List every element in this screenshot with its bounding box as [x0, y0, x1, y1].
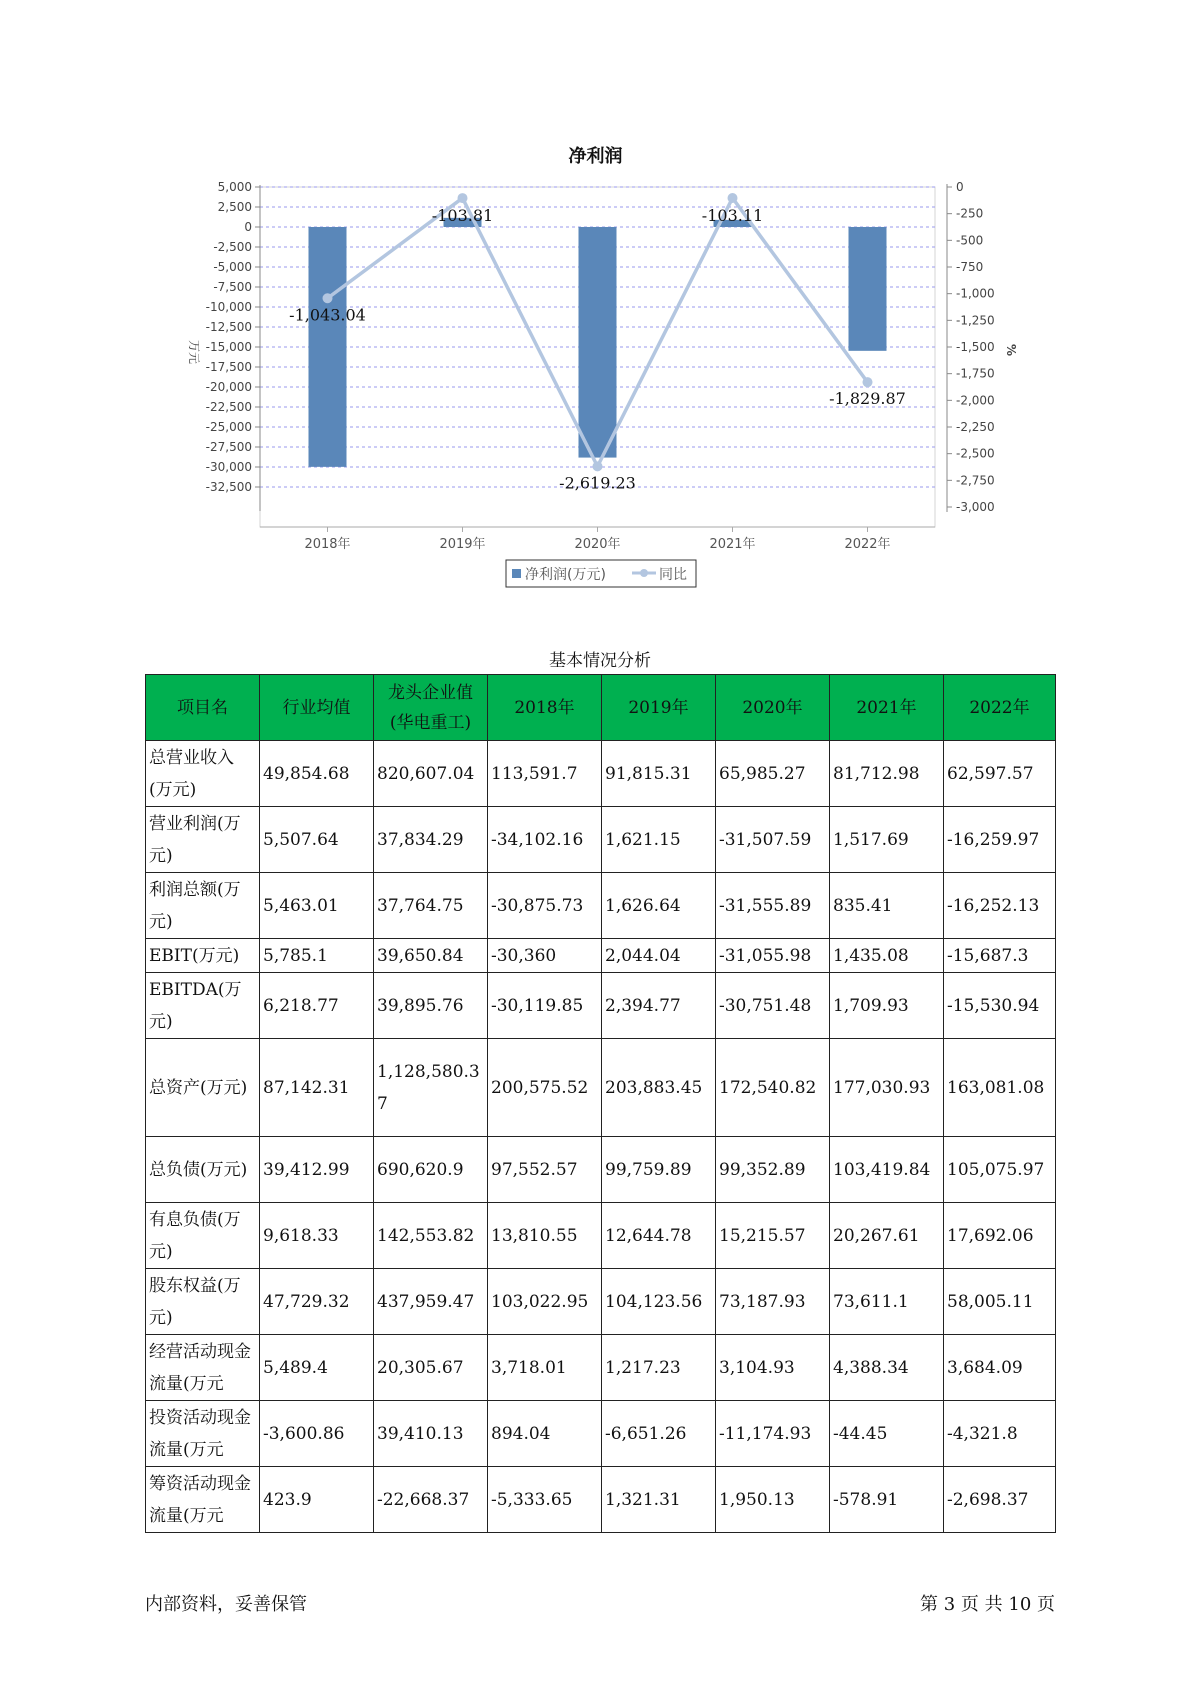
- right-tick-label: -2,750: [956, 473, 995, 488]
- x-tick-label: 2018年: [304, 537, 351, 552]
- value-cell: -15,687.3: [944, 939, 1056, 973]
- value-cell: 423.9: [260, 1467, 374, 1533]
- row-label-cell: 利润总额(万元): [146, 873, 260, 939]
- header-cell: 行业均值: [260, 675, 374, 741]
- value-cell: 103,419.84: [830, 1137, 944, 1203]
- legend-line-label: 同比: [659, 567, 687, 583]
- right-tick-label: -2,500: [956, 446, 995, 461]
- value-cell: 73,611.1: [830, 1269, 944, 1335]
- value-cell: 13,810.55: [488, 1203, 602, 1269]
- value-cell: 1,626.64: [602, 873, 716, 939]
- value-cell: 142,553.82: [374, 1203, 488, 1269]
- value-cell: 113,591.7: [488, 741, 602, 807]
- x-tick-label: 2022年: [844, 537, 891, 552]
- table-row: [146, 1203, 1056, 1269]
- value-cell: 894.04: [488, 1401, 602, 1467]
- value-cell: 65,985.27: [716, 741, 830, 807]
- value-cell: 835.41: [830, 873, 944, 939]
- value-cell: -578.91: [830, 1467, 944, 1533]
- value-cell: 177,030.93: [830, 1039, 944, 1137]
- value-cell: -34,102.16: [488, 807, 602, 873]
- value-cell: 17,692.06: [944, 1203, 1056, 1269]
- value-cell: -15,530.94: [944, 973, 1056, 1039]
- value-cell: -30,119.85: [488, 973, 602, 1039]
- value-cell: 73,187.93: [716, 1269, 830, 1335]
- yoy-data-label: -1,829.87: [829, 389, 906, 409]
- yoy-data-label: -2,619.23: [559, 473, 636, 493]
- right-tick-label: -2,250: [956, 420, 995, 434]
- header-cell: 2022年: [944, 675, 1056, 741]
- value-cell: 2,394.77: [602, 973, 716, 1039]
- right-tick-label: -750: [956, 260, 984, 274]
- value-cell: 97,552.57: [488, 1137, 602, 1203]
- value-cell: 172,540.82: [716, 1039, 830, 1137]
- left-tick-label: 5,000: [217, 180, 252, 194]
- legend-bar-swatch: [512, 569, 521, 578]
- value-cell: 3,684.09: [944, 1335, 1056, 1401]
- value-cell: 5,489.4: [260, 1335, 374, 1401]
- value-cell: 20,267.61: [830, 1203, 944, 1269]
- header-cell: 项目名: [146, 675, 260, 741]
- table-row: [146, 1467, 1056, 1533]
- value-cell: 47,729.32: [260, 1269, 374, 1335]
- row-label-cell: 有息负债(万元): [146, 1203, 260, 1269]
- value-cell: -31,507.59: [716, 807, 830, 873]
- value-cell: 820,607.04: [374, 741, 488, 807]
- value-cell: 37,834.29: [374, 807, 488, 873]
- yoy-data-label: -1,043.04: [289, 305, 366, 325]
- value-cell: -31,055.98: [716, 939, 830, 973]
- header-cell: 2021年: [830, 675, 944, 741]
- value-cell: 37,764.75: [374, 873, 488, 939]
- table-row: [146, 973, 1056, 1039]
- value-cell: 3,718.01: [488, 1335, 602, 1401]
- value-cell: -4,321.8: [944, 1401, 1056, 1467]
- legend-bar-label: 净利润(万元): [525, 567, 606, 583]
- value-cell: 87,142.31: [260, 1039, 374, 1137]
- value-cell: 203,883.45: [602, 1039, 716, 1137]
- value-cell: 9,618.33: [260, 1203, 374, 1269]
- table-row: [146, 1269, 1056, 1335]
- header-cell: 2020年: [716, 675, 830, 741]
- value-cell: 39,410.13: [374, 1401, 488, 1467]
- value-cell: 1,950.13: [716, 1467, 830, 1533]
- value-cell: 1,621.15: [602, 807, 716, 873]
- value-cell: 58,005.11: [944, 1269, 1056, 1335]
- row-label-cell: 营业利润(万元): [146, 807, 260, 873]
- yoy-point: [323, 293, 333, 303]
- value-cell: -6,651.26: [602, 1401, 716, 1467]
- left-tick-label: -30,000: [205, 460, 252, 474]
- value-cell: -30,360: [488, 939, 602, 973]
- yoy-point: [728, 193, 738, 203]
- left-tick-label: -25,000: [205, 420, 252, 434]
- value-cell: 81,712.98: [830, 741, 944, 807]
- right-tick-label: -2,000: [956, 393, 995, 408]
- table-row: [146, 1039, 1056, 1137]
- value-cell: 39,895.76: [374, 973, 488, 1039]
- table-row: [146, 873, 1056, 939]
- bar: [579, 227, 617, 458]
- value-cell: 99,352.89: [716, 1137, 830, 1203]
- left-tick-label: -12,500: [205, 320, 252, 334]
- chart-title: 净利润: [568, 146, 623, 167]
- row-label-cell: 股东权益(万元): [146, 1269, 260, 1335]
- right-tick-label: -500: [956, 233, 984, 248]
- table-row: [146, 1401, 1056, 1467]
- right-tick-label: -1,000: [956, 286, 995, 301]
- left-tick-label: 0: [244, 220, 252, 234]
- value-cell: -44.45: [830, 1401, 944, 1467]
- basic-situation-table: [145, 674, 1056, 1533]
- row-label-cell: 投资活动现金流量(万元: [146, 1401, 260, 1467]
- value-cell: -16,252.13: [944, 873, 1056, 939]
- header-cell: 2018年: [488, 675, 602, 741]
- left-tick-label: -10,000: [205, 300, 252, 314]
- value-cell: -11,174.93: [716, 1401, 830, 1467]
- value-cell: 39,412.99: [260, 1137, 374, 1203]
- x-tick-label: 2019年: [439, 537, 486, 552]
- value-cell: 690,620.9: [374, 1137, 488, 1203]
- footer-page-number: 第 3 页 共 10 页: [920, 1594, 1055, 1615]
- value-cell: -30,751.48: [716, 973, 830, 1039]
- value-cell: 437,959.47: [374, 1269, 488, 1335]
- value-cell: 3,104.93: [716, 1335, 830, 1401]
- left-tick-label: -20,000: [205, 380, 252, 394]
- left-tick-label: 2,500: [217, 200, 252, 214]
- value-cell: 163,081.08: [944, 1039, 1056, 1137]
- table-row: [146, 1137, 1056, 1203]
- right-axis-title: %: [1004, 343, 1018, 357]
- left-tick-label: -27,500: [205, 440, 252, 454]
- value-cell: 5,785.1: [260, 939, 374, 973]
- value-cell: 1,321.31: [602, 1467, 716, 1533]
- right-tick-label: 0: [956, 180, 964, 194]
- left-tick-label: -17,500: [205, 360, 252, 374]
- right-tick-label: -1,750: [956, 366, 995, 381]
- value-cell: 91,815.31: [602, 741, 716, 807]
- right-tick-label: -1,500: [956, 340, 995, 354]
- left-tick-label: -2,500: [213, 240, 252, 254]
- value-cell: 12,644.78: [602, 1203, 716, 1269]
- value-cell: 5,463.01: [260, 873, 374, 939]
- bar: [309, 227, 347, 467]
- value-cell: 20,305.67: [374, 1335, 488, 1401]
- yoy-data-label: -103.11: [701, 205, 764, 225]
- net-profit-chart: [0, 0, 1191, 600]
- row-label-cell: EBITDA(万元): [146, 973, 260, 1039]
- table-header-row: [146, 675, 1056, 741]
- bar: [849, 227, 887, 351]
- value-cell: 105,075.97: [944, 1137, 1056, 1203]
- left-tick-label: -22,500: [205, 400, 252, 414]
- row-label-cell: EBIT(万元): [146, 939, 260, 973]
- row-label-cell: 总负债(万元): [146, 1137, 260, 1203]
- right-tick-label: -1,250: [956, 313, 995, 328]
- value-cell: -22,668.37: [374, 1467, 488, 1533]
- value-cell: -31,555.89: [716, 873, 830, 939]
- value-cell: 5,507.64: [260, 807, 374, 873]
- value-cell: 4,388.34: [830, 1335, 944, 1401]
- yoy-data-label: -103.81: [431, 206, 494, 226]
- row-label-cell: 经营活动现金流量(万元: [146, 1335, 260, 1401]
- value-cell: -16,259.97: [944, 807, 1056, 873]
- yoy-point: [863, 377, 873, 387]
- left-tick-label: -5,000: [213, 260, 252, 274]
- table-body: [146, 741, 1056, 1533]
- value-cell: 2,044.04: [602, 939, 716, 973]
- row-label-cell: 筹资活动现金流量(万元: [146, 1467, 260, 1533]
- value-cell: 1,435.08: [830, 939, 944, 973]
- value-cell: 103,022.95: [488, 1269, 602, 1335]
- value-cell: 6,218.77: [260, 973, 374, 1039]
- value-cell: 1,517.69: [830, 807, 944, 873]
- value-cell: -30,875.73: [488, 873, 602, 939]
- table-caption: 基本情况分析: [549, 651, 651, 671]
- table-row: [146, 741, 1056, 807]
- left-tick-label: -7,500: [213, 280, 252, 294]
- header-cell: 2019年: [602, 675, 716, 741]
- value-cell: 49,854.68: [260, 741, 374, 807]
- table-row: [146, 1335, 1056, 1401]
- row-label-cell: 总资产(万元): [146, 1039, 260, 1137]
- value-cell: -3,600.86: [260, 1401, 374, 1467]
- value-cell: -5,333.65: [488, 1467, 602, 1533]
- row-label-cell: 总营业收入(万元): [146, 741, 260, 807]
- table-row: [146, 807, 1056, 873]
- value-cell: 104,123.56: [602, 1269, 716, 1335]
- left-tick-label: -15,000: [205, 340, 252, 354]
- value-cell: 1,128,580.37: [374, 1039, 488, 1137]
- x-tick-label: 2021年: [709, 537, 756, 552]
- value-cell: 1,709.93: [830, 973, 944, 1039]
- value-cell: 15,215.57: [716, 1203, 830, 1269]
- value-cell: 1,217.23: [602, 1335, 716, 1401]
- value-cell: 39,650.84: [374, 939, 488, 973]
- value-cell: 62,597.57: [944, 741, 1056, 807]
- footer-confidential: 内部资料，妥善保管: [145, 1594, 307, 1615]
- value-cell: 200,575.52: [488, 1039, 602, 1137]
- right-tick-label: -3,000: [956, 500, 995, 514]
- right-tick-label: -250: [956, 206, 984, 221]
- value-cell: 99,759.89: [602, 1137, 716, 1203]
- table-row: [146, 939, 1056, 973]
- x-tick-label: 2020年: [574, 537, 621, 552]
- value-cell: -2,698.37: [944, 1467, 1056, 1533]
- legend-line-marker: [640, 569, 648, 577]
- left-tick-label: -32,500: [205, 480, 252, 494]
- header-cell: 龙头企业值(华电重工): [374, 675, 488, 741]
- yoy-point: [458, 193, 468, 203]
- yoy-point: [593, 461, 603, 471]
- left-axis-title: 万元: [187, 339, 201, 365]
